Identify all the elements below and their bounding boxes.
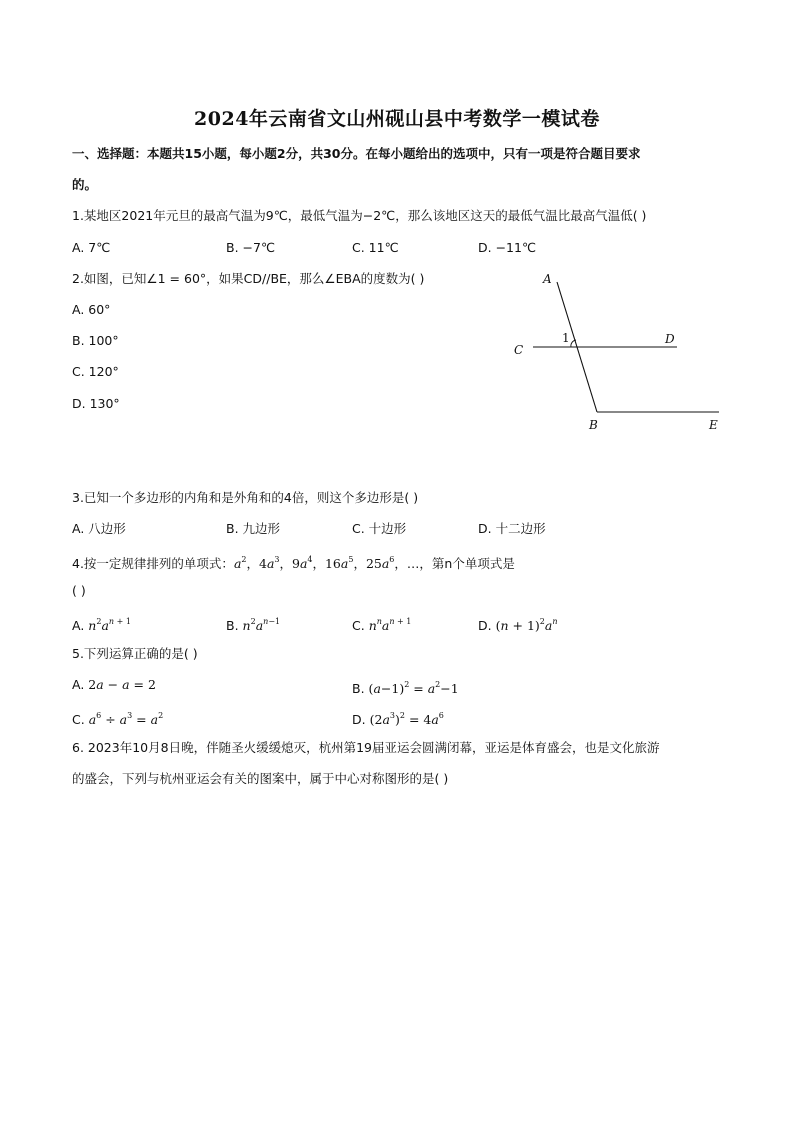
q2-option-b: B. 100° [72, 333, 119, 348]
q5-option-a: A. 2a − a = 2 [72, 677, 156, 692]
question-2-stem: 2.如图，已知∠1 = 60°，如果CD//BE，那么∠EBA的度数为( ) [72, 271, 425, 286]
q2-option-c: C. 120° [72, 364, 119, 379]
label-b: B [589, 418, 598, 432]
label-angle-1: 1 [562, 331, 570, 345]
q3-option-d: D. 十二边形 [478, 521, 546, 536]
page-title: 2024年云南省文山州砚山县中考数学一模试卷 [194, 108, 600, 130]
q4-option-a: A. $n^2a^{n + 1}$ [72, 617, 131, 633]
q4-sequence-math: $a^2$，$4a^3$，$9a^4$，$16a^5$，$25a^6$ [233, 555, 395, 571]
section-heading-line1: 一、选择题：本题共15小题，每小题2分，共30分。在每小题给出的选项中，只有一项是符合题目要求 [72, 146, 641, 161]
q3-option-a: A. 八边形 [72, 521, 126, 536]
q3-option-c: C. 十边形 [352, 521, 407, 536]
q3-option-b: B. 九边形 [226, 521, 281, 536]
q4-stem-line2: ( ) [72, 583, 86, 598]
q4-option-b: B. $n^2a^{n-1}$ [226, 617, 281, 633]
question-3-stem: 3.已知一个多边形的内角和是外角和的4倍，则这个多边形是( ) [72, 490, 419, 505]
question-5-stem: 5.下列运算正确的是( ) [72, 646, 198, 661]
question-6-stem-line2: 的盛会，下列与杭州亚运会有关的图案中，属于中心对称图形的是( ) [72, 771, 449, 786]
q5-option-c: C. $a^6 \div a^3 = a^2$ [72, 711, 164, 727]
question-4-stem [72, 552, 515, 572]
q2-option-a: A. 60° [72, 302, 111, 317]
q4-option-d: D. $(n + 1)^2a^n$ [478, 617, 558, 633]
q5-option-b: B. $(a-1)^2 = a^2-1$ [352, 680, 459, 696]
section-heading-line2: 的。 [72, 177, 98, 192]
q2-geometry-figure [505, 268, 730, 438]
q5-option-d: D. $(2a^3)^2 = 4a^6$ [352, 711, 444, 727]
label-d: D [665, 332, 675, 346]
label-e: E [709, 418, 718, 432]
q4-stem-text: 4.按一定规律排列的单项式： [72, 556, 234, 571]
q4-option-c: C. $n^na^{n + 1}$ [352, 617, 412, 633]
q4-stem-tail: ，…，第n个单项式是 [394, 556, 515, 571]
q1-option-b: B. −7℃ [226, 240, 275, 255]
q1-option-c: C. 11℃ [352, 240, 399, 255]
label-c: C [514, 343, 524, 357]
label-a: A [543, 272, 552, 286]
question-1-stem: 1.某地区2021年元旦的最高气温为9℃，最低气温为−2℃，那么该地区这天的最低气温比最高气温低( ) [72, 208, 647, 223]
q1-option-d: D. −11℃ [478, 240, 536, 255]
question-6-stem-line1: 6. 2023年10月8日晚，伴随圣火缓缓熄灭，杭州第19届亚运会圆满闭幕，亚运是体育盛会，也是文化旅游 [72, 740, 660, 755]
q1-option-a: A. 7℃ [72, 240, 111, 255]
q2-option-d: D. 130° [72, 396, 120, 411]
